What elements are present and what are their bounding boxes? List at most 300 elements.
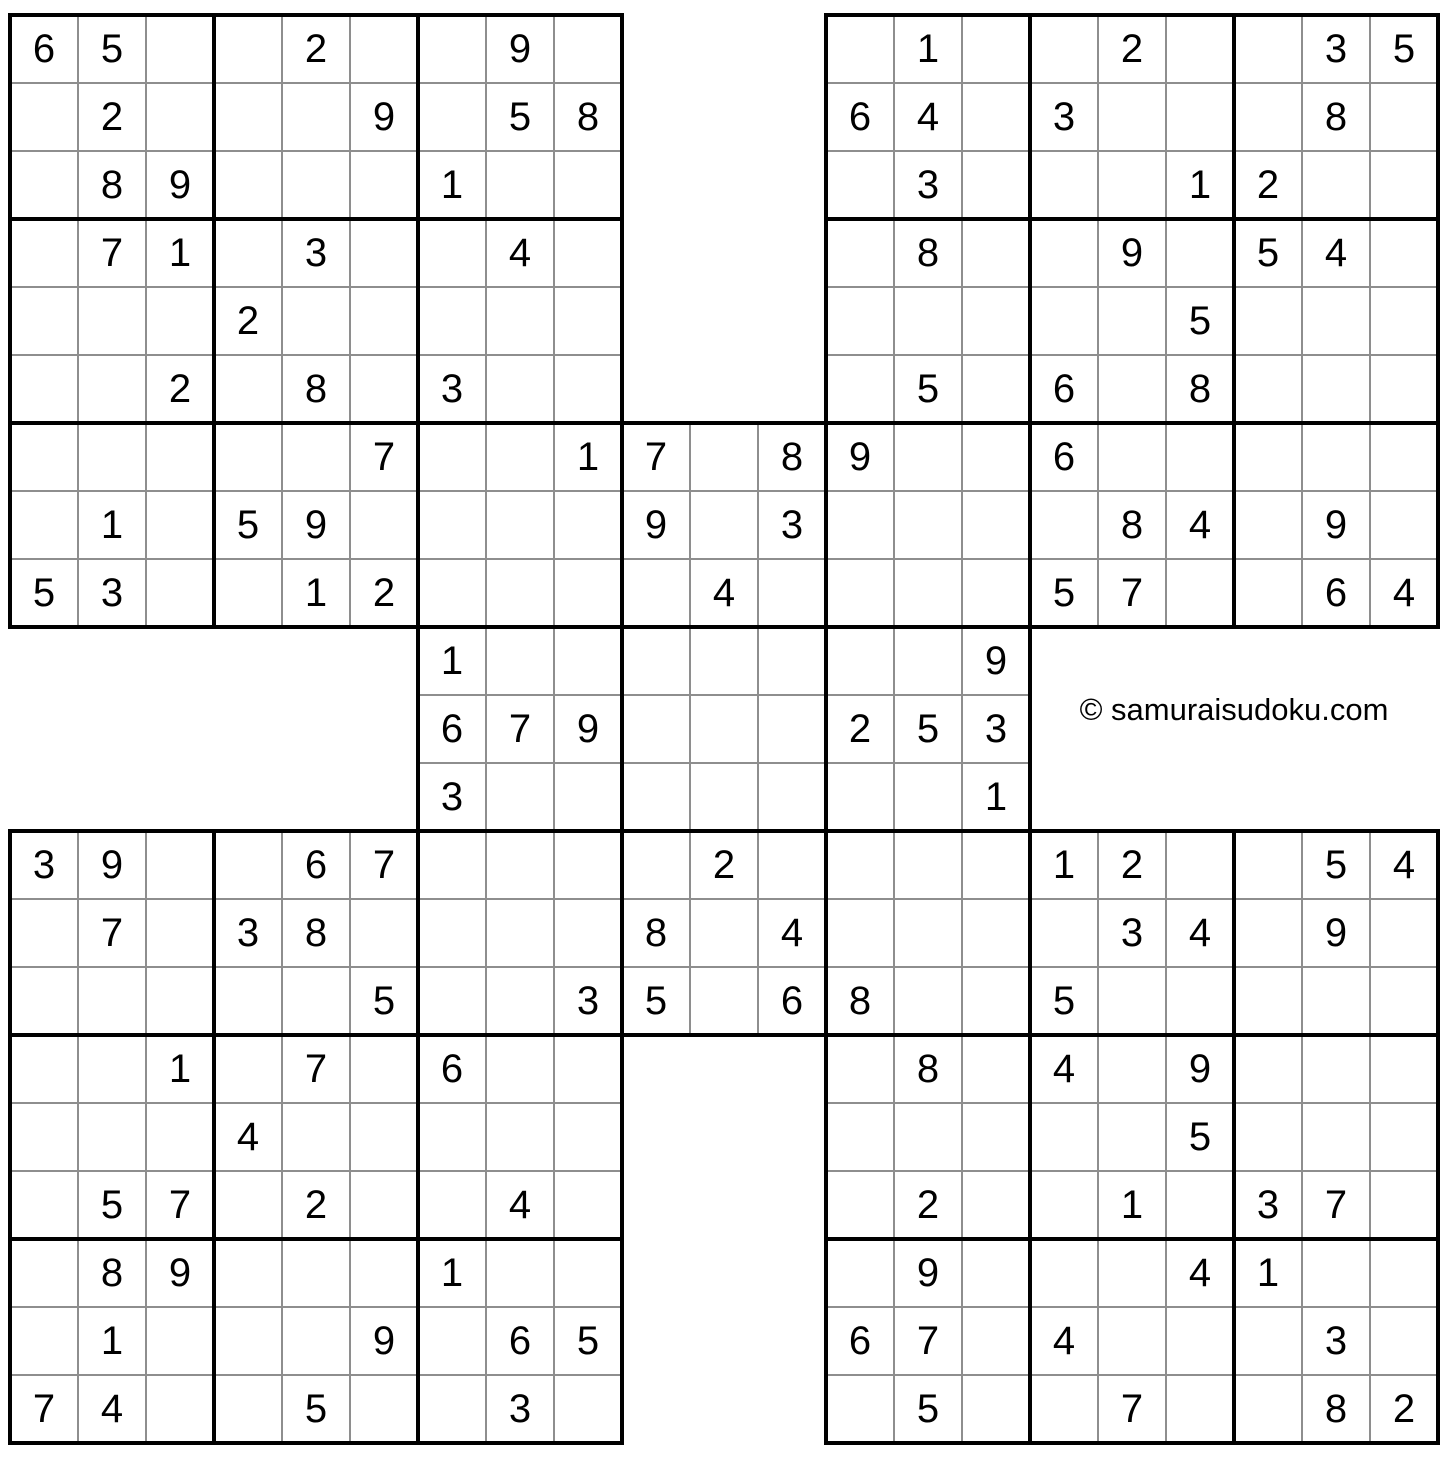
sudoku-cell-empty[interactable] xyxy=(1370,1239,1438,1307)
sudoku-cell-empty[interactable] xyxy=(1302,967,1370,1035)
sudoku-cell-empty[interactable] xyxy=(214,1307,282,1375)
sudoku-cell-empty[interactable] xyxy=(214,1171,282,1239)
sudoku-cell-empty[interactable] xyxy=(1370,219,1438,287)
sudoku-cell-empty[interactable] xyxy=(758,559,826,627)
sudoku-cell-given: 5 xyxy=(486,83,554,151)
sudoku-cell-empty[interactable] xyxy=(10,287,78,355)
sudoku-cell-empty[interactable] xyxy=(1030,899,1098,967)
sudoku-cell-empty[interactable] xyxy=(1166,83,1234,151)
sudoku-cell-given: 1 xyxy=(1098,1171,1166,1239)
sudoku-cell-empty[interactable] xyxy=(962,83,1030,151)
sudoku-cell-empty[interactable] xyxy=(350,219,418,287)
sudoku-cell-given: 2 xyxy=(282,15,350,83)
sudoku-cell-empty[interactable] xyxy=(758,695,826,763)
sudoku-cell-empty[interactable] xyxy=(486,1239,554,1307)
sudoku-cell-empty[interactable] xyxy=(1234,491,1302,559)
sudoku-cell-given: 3 xyxy=(486,1375,554,1443)
sudoku-cell-empty[interactable] xyxy=(554,763,622,831)
sudoku-cell-empty[interactable] xyxy=(214,967,282,1035)
sudoku-cell-empty[interactable] xyxy=(10,355,78,423)
sudoku-cell-empty[interactable] xyxy=(962,151,1030,219)
sudoku-cell-empty[interactable] xyxy=(1166,831,1234,899)
sudoku-cell-empty[interactable] xyxy=(962,15,1030,83)
sudoku-cell-empty[interactable] xyxy=(690,899,758,967)
sudoku-cell-empty[interactable] xyxy=(486,559,554,627)
sudoku-cell-given: 2 xyxy=(826,695,894,763)
sudoku-cell-empty[interactable] xyxy=(418,1171,486,1239)
sudoku-cell-empty[interactable] xyxy=(826,1239,894,1307)
sudoku-cell-empty[interactable] xyxy=(758,831,826,899)
sudoku-cell-empty[interactable] xyxy=(554,219,622,287)
sudoku-cell-empty[interactable] xyxy=(10,1035,78,1103)
sudoku-cell-given: 9 xyxy=(1166,1035,1234,1103)
sudoku-cell-empty[interactable] xyxy=(554,355,622,423)
sudoku-cell-empty[interactable] xyxy=(486,287,554,355)
sudoku-cell-given: 1 xyxy=(894,15,962,83)
sudoku-cell-empty[interactable] xyxy=(758,627,826,695)
sudoku-cell-given: 2 xyxy=(78,83,146,151)
sudoku-cell-empty[interactable] xyxy=(214,831,282,899)
sudoku-cell-empty[interactable] xyxy=(1098,423,1166,491)
sudoku-cell-empty[interactable] xyxy=(146,287,214,355)
sudoku-cell-empty[interactable] xyxy=(1098,1035,1166,1103)
sudoku-cell-empty[interactable] xyxy=(1098,1103,1166,1171)
sudoku-cell-given: 3 xyxy=(282,219,350,287)
sudoku-cell-empty[interactable] xyxy=(1302,287,1370,355)
sudoku-cell-empty[interactable] xyxy=(418,1307,486,1375)
sudoku-cell-empty[interactable] xyxy=(1098,1239,1166,1307)
sudoku-cell-empty[interactable] xyxy=(1166,1171,1234,1239)
sudoku-cell-empty[interactable] xyxy=(1370,1307,1438,1375)
sudoku-cell-empty[interactable] xyxy=(826,763,894,831)
sudoku-cell-given: 6 xyxy=(486,1307,554,1375)
sudoku-cell-given: 5 xyxy=(78,1171,146,1239)
sudoku-cell-given: 9 xyxy=(350,83,418,151)
sudoku-cell-empty[interactable] xyxy=(894,967,962,1035)
sudoku-cell-given: 1 xyxy=(418,1239,486,1307)
sudoku-cell-empty[interactable] xyxy=(1166,1375,1234,1443)
sudoku-cell-empty[interactable] xyxy=(826,1375,894,1443)
sudoku-cell-empty[interactable] xyxy=(10,219,78,287)
sudoku-cell-empty[interactable] xyxy=(1166,423,1234,491)
sudoku-cell-given: 5 xyxy=(894,355,962,423)
sudoku-cell-given: 1 xyxy=(1166,151,1234,219)
sudoku-cell-empty[interactable] xyxy=(486,967,554,1035)
sudoku-cell-empty[interactable] xyxy=(1098,967,1166,1035)
sudoku-cell-empty[interactable] xyxy=(622,831,690,899)
sudoku-cell-empty[interactable] xyxy=(894,627,962,695)
sudoku-cell-empty[interactable] xyxy=(962,1035,1030,1103)
sudoku-cell-empty[interactable] xyxy=(418,559,486,627)
sudoku-cell-empty[interactable] xyxy=(1030,1171,1098,1239)
sudoku-cell-empty[interactable] xyxy=(690,491,758,559)
sudoku-cell-given: 7 xyxy=(350,423,418,491)
sudoku-cell-empty[interactable] xyxy=(826,491,894,559)
sudoku-cell-empty[interactable] xyxy=(214,559,282,627)
sudoku-cell-empty[interactable] xyxy=(826,1035,894,1103)
sudoku-cell-empty[interactable] xyxy=(826,627,894,695)
sudoku-cell-empty[interactable] xyxy=(1234,559,1302,627)
sudoku-cell-empty[interactable] xyxy=(350,1239,418,1307)
sudoku-cell-empty[interactable] xyxy=(350,1171,418,1239)
sudoku-cell-empty[interactable] xyxy=(690,423,758,491)
sudoku-cell-empty[interactable] xyxy=(962,1103,1030,1171)
sudoku-cell-empty[interactable] xyxy=(146,559,214,627)
sudoku-cell-empty[interactable] xyxy=(146,899,214,967)
sudoku-cell-empty[interactable] xyxy=(962,1375,1030,1443)
sudoku-cell-given: 1 xyxy=(1234,1239,1302,1307)
sudoku-cell-empty[interactable] xyxy=(1030,1375,1098,1443)
sudoku-cell-empty[interactable] xyxy=(962,967,1030,1035)
sudoku-cell-given: 6 xyxy=(826,83,894,151)
sudoku-cell-empty[interactable] xyxy=(10,1307,78,1375)
sudoku-cell-empty[interactable] xyxy=(78,1103,146,1171)
sudoku-cell-empty[interactable] xyxy=(1234,1307,1302,1375)
sudoku-cell-empty[interactable] xyxy=(894,491,962,559)
sudoku-cell-given: 8 xyxy=(1302,83,1370,151)
sudoku-cell-given: 4 xyxy=(1166,899,1234,967)
sudoku-cell-empty[interactable] xyxy=(1030,219,1098,287)
sudoku-cell-given: 2 xyxy=(1098,15,1166,83)
sudoku-cell-empty[interactable] xyxy=(1302,1239,1370,1307)
sudoku-cell-empty[interactable] xyxy=(962,423,1030,491)
sudoku-cell-given: 1 xyxy=(962,763,1030,831)
sudoku-cell-empty[interactable] xyxy=(1234,423,1302,491)
sudoku-cell-empty[interactable] xyxy=(282,423,350,491)
sudoku-cell-empty[interactable] xyxy=(554,559,622,627)
sudoku-cell-empty[interactable] xyxy=(1370,287,1438,355)
sudoku-cell-empty[interactable] xyxy=(486,831,554,899)
sudoku-cell-empty[interactable] xyxy=(1234,1375,1302,1443)
sudoku-cell-empty[interactable] xyxy=(146,491,214,559)
sudoku-cell-empty[interactable] xyxy=(1302,1103,1370,1171)
sudoku-cell-empty[interactable] xyxy=(10,423,78,491)
sudoku-cell-empty[interactable] xyxy=(962,559,1030,627)
sudoku-cell-given: 9 xyxy=(622,491,690,559)
sudoku-cell-given: 3 xyxy=(554,967,622,1035)
sudoku-cell-given: 7 xyxy=(282,1035,350,1103)
sudoku-cell-empty[interactable] xyxy=(350,1103,418,1171)
sudoku-cell-empty[interactable] xyxy=(962,1171,1030,1239)
sudoku-cell-empty[interactable] xyxy=(486,1035,554,1103)
sudoku-cell-given: 9 xyxy=(962,627,1030,695)
sudoku-cell-empty[interactable] xyxy=(1234,83,1302,151)
sudoku-cell-empty[interactable] xyxy=(1234,899,1302,967)
sudoku-cell-empty[interactable] xyxy=(282,151,350,219)
sudoku-cell-empty[interactable] xyxy=(214,423,282,491)
sudoku-cell-given: 5 xyxy=(1030,559,1098,627)
sudoku-cell-empty[interactable] xyxy=(826,15,894,83)
sudoku-cell-empty[interactable] xyxy=(1030,15,1098,83)
sudoku-cell-given: 9 xyxy=(486,15,554,83)
sudoku-cell-given: 9 xyxy=(146,151,214,219)
sudoku-cell-empty[interactable] xyxy=(146,1307,214,1375)
sudoku-cell-empty[interactable] xyxy=(1234,831,1302,899)
sudoku-cell-empty[interactable] xyxy=(10,1103,78,1171)
sudoku-cell-empty[interactable] xyxy=(1166,967,1234,1035)
sudoku-cell-empty[interactable] xyxy=(962,219,1030,287)
sudoku-cell-empty[interactable] xyxy=(962,1307,1030,1375)
sudoku-cell-given: 4 xyxy=(1166,1239,1234,1307)
sudoku-cell-given: 2 xyxy=(894,1171,962,1239)
sudoku-cell-given: 1 xyxy=(146,1035,214,1103)
sudoku-cell-empty[interactable] xyxy=(418,83,486,151)
sudoku-cell-empty[interactable] xyxy=(894,763,962,831)
sudoku-cell-empty[interactable] xyxy=(214,1239,282,1307)
sudoku-cell-empty[interactable] xyxy=(826,219,894,287)
sudoku-cell-empty[interactable] xyxy=(418,831,486,899)
sudoku-cell-empty[interactable] xyxy=(146,15,214,83)
sudoku-cell-empty[interactable] xyxy=(622,763,690,831)
sudoku-cell-empty[interactable] xyxy=(554,287,622,355)
sudoku-cell-empty[interactable] xyxy=(486,491,554,559)
sudoku-cell-given: 8 xyxy=(826,967,894,1035)
sudoku-cell-empty[interactable] xyxy=(418,219,486,287)
sudoku-cell-empty[interactable] xyxy=(758,763,826,831)
sudoku-cell-empty[interactable] xyxy=(894,1103,962,1171)
sudoku-cell-empty[interactable] xyxy=(554,1375,622,1443)
sudoku-cell-empty[interactable] xyxy=(622,559,690,627)
sudoku-cell-empty[interactable] xyxy=(78,423,146,491)
sudoku-cell-given: 6 xyxy=(1030,423,1098,491)
sudoku-cell-empty[interactable] xyxy=(418,287,486,355)
sudoku-cell-empty[interactable] xyxy=(826,1171,894,1239)
sudoku-cell-given: 4 xyxy=(1302,219,1370,287)
sudoku-cell-empty[interactable] xyxy=(1098,287,1166,355)
sudoku-cell-given: 1 xyxy=(282,559,350,627)
sudoku-cell-empty[interactable] xyxy=(350,1035,418,1103)
sudoku-cell-empty[interactable] xyxy=(1370,151,1438,219)
sudoku-cell-empty[interactable] xyxy=(690,967,758,1035)
sudoku-cell-empty[interactable] xyxy=(1166,219,1234,287)
sudoku-cell-empty[interactable] xyxy=(622,627,690,695)
sudoku-cell-empty[interactable] xyxy=(78,355,146,423)
sudoku-cell-given: 3 xyxy=(894,151,962,219)
sudoku-cell-empty[interactable] xyxy=(10,967,78,1035)
sudoku-cell-empty[interactable] xyxy=(1370,1171,1438,1239)
sudoku-cell-empty[interactable] xyxy=(10,1171,78,1239)
sudoku-cell-empty[interactable] xyxy=(1302,423,1370,491)
sudoku-cell-given: 2 xyxy=(146,355,214,423)
sudoku-cell-empty[interactable] xyxy=(894,559,962,627)
sudoku-cell-empty[interactable] xyxy=(1030,1239,1098,1307)
sudoku-cell-empty[interactable] xyxy=(214,15,282,83)
sudoku-cell-empty[interactable] xyxy=(10,899,78,967)
sudoku-cell-empty[interactable] xyxy=(10,491,78,559)
sudoku-cell-given: 6 xyxy=(758,967,826,1035)
sudoku-cell-empty[interactable] xyxy=(418,1103,486,1171)
sudoku-cell-empty[interactable] xyxy=(418,899,486,967)
sudoku-cell-empty[interactable] xyxy=(350,899,418,967)
sudoku-cell-empty[interactable] xyxy=(1030,151,1098,219)
sudoku-cell-given: 7 xyxy=(622,423,690,491)
sudoku-cell-given: 9 xyxy=(78,831,146,899)
sudoku-cell-empty[interactable] xyxy=(554,151,622,219)
sudoku-cell-given: 5 xyxy=(10,559,78,627)
sudoku-cell-empty[interactable] xyxy=(214,219,282,287)
sudoku-cell-empty[interactable] xyxy=(10,1239,78,1307)
sudoku-cell-empty[interactable] xyxy=(214,1035,282,1103)
sudoku-cell-given: 8 xyxy=(282,899,350,967)
sudoku-cell-empty[interactable] xyxy=(962,899,1030,967)
sudoku-cell-empty[interactable] xyxy=(894,899,962,967)
sudoku-cell-empty[interactable] xyxy=(418,967,486,1035)
sudoku-cell-empty[interactable] xyxy=(146,423,214,491)
sudoku-cell-given: 6 xyxy=(826,1307,894,1375)
sudoku-cell-empty[interactable] xyxy=(1302,355,1370,423)
sudoku-cell-empty[interactable] xyxy=(350,15,418,83)
sudoku-cell-empty[interactable] xyxy=(962,831,1030,899)
sudoku-cell-empty[interactable] xyxy=(894,423,962,491)
sudoku-cell-empty[interactable] xyxy=(78,967,146,1035)
sudoku-cell-empty[interactable] xyxy=(282,1307,350,1375)
sudoku-cell-empty[interactable] xyxy=(1370,491,1438,559)
sudoku-cell-empty[interactable] xyxy=(350,287,418,355)
sudoku-cell-empty[interactable] xyxy=(214,1375,282,1443)
sudoku-cell-empty[interactable] xyxy=(690,763,758,831)
sudoku-cell-empty[interactable] xyxy=(1234,287,1302,355)
sudoku-cell-empty[interactable] xyxy=(1370,967,1438,1035)
sudoku-cell-empty[interactable] xyxy=(826,151,894,219)
sudoku-cell-empty[interactable] xyxy=(78,1035,146,1103)
sudoku-cell-empty[interactable] xyxy=(350,355,418,423)
sudoku-cell-empty[interactable] xyxy=(1370,355,1438,423)
sudoku-cell-empty[interactable] xyxy=(146,1375,214,1443)
sudoku-cell-empty[interactable] xyxy=(554,1103,622,1171)
sudoku-cell-given: 4 xyxy=(758,899,826,967)
sudoku-cell-empty[interactable] xyxy=(214,83,282,151)
sudoku-cell-empty[interactable] xyxy=(962,355,1030,423)
sudoku-cell-given: 3 xyxy=(1234,1171,1302,1239)
sudoku-cell-empty[interactable] xyxy=(554,831,622,899)
sudoku-cell-empty[interactable] xyxy=(10,83,78,151)
sudoku-cell-empty[interactable] xyxy=(486,899,554,967)
sudoku-cell-given: 5 xyxy=(894,1375,962,1443)
sudoku-cell-empty[interactable] xyxy=(1166,559,1234,627)
sudoku-cell-empty[interactable] xyxy=(1166,15,1234,83)
sudoku-cell-empty[interactable] xyxy=(146,83,214,151)
sudoku-cell-given: 5 xyxy=(350,967,418,1035)
sudoku-cell-given: 1 xyxy=(78,1307,146,1375)
sudoku-cell-empty[interactable] xyxy=(1030,287,1098,355)
sudoku-cell-given: 9 xyxy=(826,423,894,491)
sudoku-cell-empty[interactable] xyxy=(418,15,486,83)
sudoku-cell-empty[interactable] xyxy=(486,423,554,491)
sudoku-cell-empty[interactable] xyxy=(894,287,962,355)
sudoku-cell-empty[interactable] xyxy=(826,831,894,899)
sudoku-cell-empty[interactable] xyxy=(1234,355,1302,423)
sudoku-cell-empty[interactable] xyxy=(1370,899,1438,967)
sudoku-cell-empty[interactable] xyxy=(1370,1035,1438,1103)
sudoku-cell-empty[interactable] xyxy=(350,491,418,559)
sudoku-cell-empty[interactable] xyxy=(826,1103,894,1171)
sudoku-cell-empty[interactable] xyxy=(146,1103,214,1171)
sudoku-cell-given: 1 xyxy=(1030,831,1098,899)
sudoku-cell-empty[interactable] xyxy=(826,559,894,627)
sudoku-cell-empty[interactable] xyxy=(10,151,78,219)
sudoku-cell-empty[interactable] xyxy=(554,1239,622,1307)
sudoku-cell-empty[interactable] xyxy=(622,695,690,763)
sudoku-cell-given: 2 xyxy=(1234,151,1302,219)
sudoku-cell-empty[interactable] xyxy=(1302,151,1370,219)
sudoku-cell-empty[interactable] xyxy=(1234,1103,1302,1171)
sudoku-cell-empty[interactable] xyxy=(486,1103,554,1171)
sudoku-cell-empty[interactable] xyxy=(1302,1035,1370,1103)
sudoku-cell-empty[interactable] xyxy=(554,1171,622,1239)
sudoku-cell-given: 7 xyxy=(78,219,146,287)
sudoku-cell-given: 4 xyxy=(486,1171,554,1239)
sudoku-cell-empty[interactable] xyxy=(1030,1103,1098,1171)
sudoku-cell-empty[interactable] xyxy=(1098,151,1166,219)
sudoku-cell-empty[interactable] xyxy=(282,1239,350,1307)
sudoku-cell-empty[interactable] xyxy=(486,763,554,831)
sudoku-cell-empty[interactable] xyxy=(1234,1035,1302,1103)
sudoku-cell-given: 8 xyxy=(282,355,350,423)
sudoku-cell-given: 8 xyxy=(894,1035,962,1103)
sudoku-cell-empty[interactable] xyxy=(78,287,146,355)
sudoku-cell-empty[interactable] xyxy=(1370,1103,1438,1171)
sudoku-cell-empty[interactable] xyxy=(690,695,758,763)
sudoku-cell-given: 7 xyxy=(1098,1375,1166,1443)
sudoku-cell-empty[interactable] xyxy=(826,899,894,967)
sudoku-cell-empty[interactable] xyxy=(962,1239,1030,1307)
sudoku-cell-given: 8 xyxy=(1166,355,1234,423)
sudoku-cell-empty[interactable] xyxy=(146,967,214,1035)
sudoku-cell-empty[interactable] xyxy=(1234,967,1302,1035)
sudoku-cell-empty[interactable] xyxy=(418,491,486,559)
sudoku-cell-empty[interactable] xyxy=(350,151,418,219)
sudoku-cell-given: 7 xyxy=(10,1375,78,1443)
sudoku-cell-empty[interactable] xyxy=(826,355,894,423)
sudoku-cell-empty[interactable] xyxy=(282,287,350,355)
sudoku-cell-empty[interactable] xyxy=(554,899,622,967)
sudoku-cell-empty[interactable] xyxy=(282,1103,350,1171)
sudoku-cell-empty[interactable] xyxy=(554,15,622,83)
sudoku-cell-empty[interactable] xyxy=(486,627,554,695)
sudoku-cell-empty[interactable] xyxy=(486,151,554,219)
sudoku-cell-empty[interactable] xyxy=(282,967,350,1035)
sudoku-cell-empty[interactable] xyxy=(1370,423,1438,491)
sudoku-cell-empty[interactable] xyxy=(214,355,282,423)
sudoku-cell-empty[interactable] xyxy=(1234,15,1302,83)
sudoku-cell-empty[interactable] xyxy=(1098,1307,1166,1375)
sudoku-cell-empty[interactable] xyxy=(690,627,758,695)
sudoku-cell-empty[interactable] xyxy=(826,287,894,355)
sudoku-cell-empty[interactable] xyxy=(1098,83,1166,151)
sudoku-cell-empty[interactable] xyxy=(1166,1307,1234,1375)
sudoku-cell-empty[interactable] xyxy=(1030,491,1098,559)
sudoku-cell-empty[interactable] xyxy=(554,1035,622,1103)
sudoku-cell-given: 8 xyxy=(78,151,146,219)
sudoku-cell-empty[interactable] xyxy=(1370,83,1438,151)
sudoku-cell-empty[interactable] xyxy=(894,831,962,899)
sudoku-cell-empty[interactable] xyxy=(962,491,1030,559)
sudoku-cell-given: 2 xyxy=(350,559,418,627)
sudoku-cell-empty[interactable] xyxy=(418,1375,486,1443)
sudoku-cell-empty[interactable] xyxy=(282,83,350,151)
sudoku-cell-empty[interactable] xyxy=(1098,355,1166,423)
sudoku-cell-given: 7 xyxy=(1302,1171,1370,1239)
sudoku-cell-empty[interactable] xyxy=(554,491,622,559)
sudoku-cell-empty[interactable] xyxy=(962,287,1030,355)
sudoku-cell-empty[interactable] xyxy=(146,831,214,899)
sudoku-cell-empty[interactable] xyxy=(418,423,486,491)
sudoku-cell-given: 9 xyxy=(554,695,622,763)
sudoku-cell-empty[interactable] xyxy=(350,1375,418,1443)
sudoku-cell-empty[interactable] xyxy=(214,151,282,219)
sudoku-cell-empty[interactable] xyxy=(554,627,622,695)
sudoku-cell-empty[interactable] xyxy=(486,355,554,423)
